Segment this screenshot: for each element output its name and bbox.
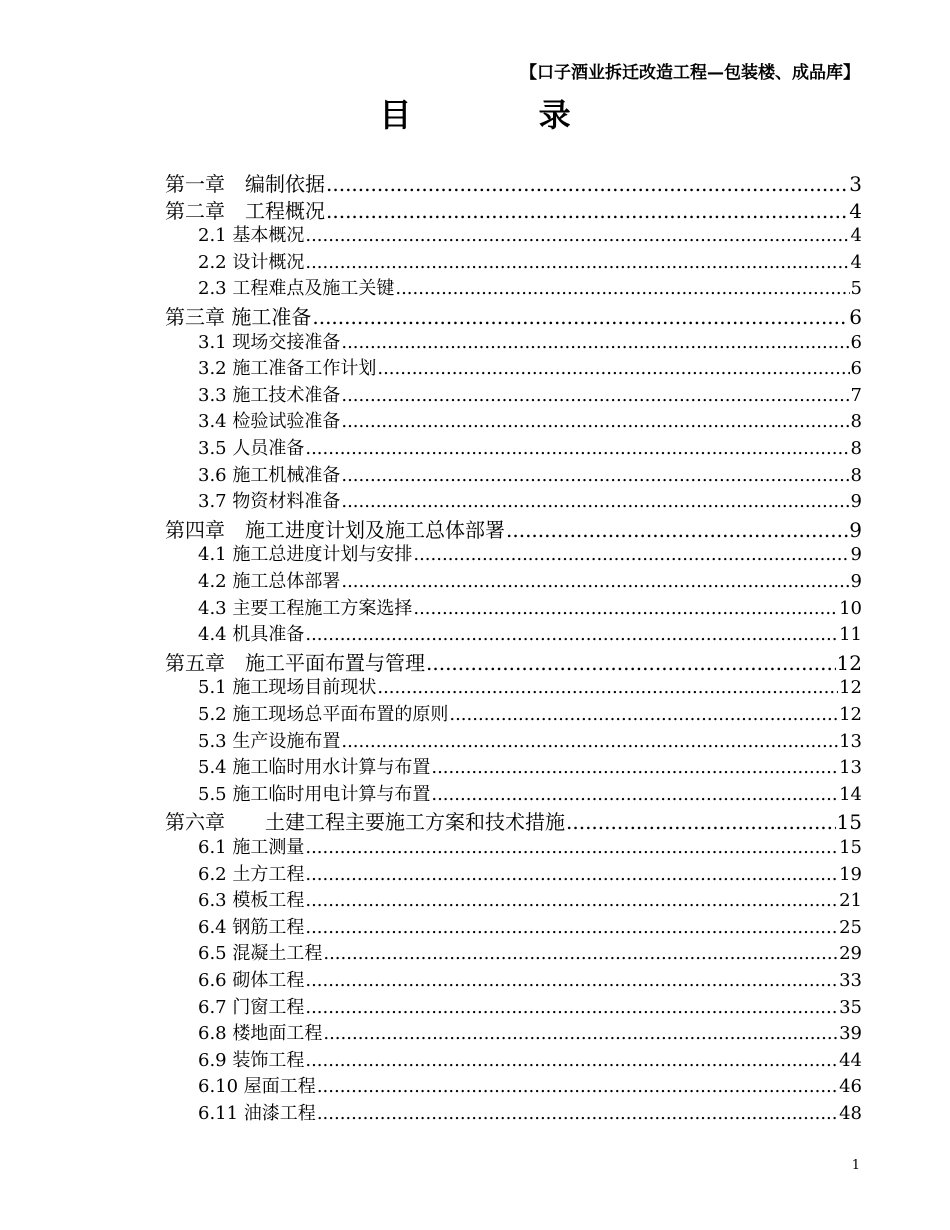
toc-section-entry[interactable] xyxy=(198,753,862,779)
toc-dot-leader xyxy=(305,837,838,858)
toc-entry-label: 3.2 施工准备工作计划 xyxy=(198,358,377,380)
toc-entry-label: 3.4 检验试验准备 xyxy=(198,411,341,433)
toc-entry-label: 5.4 施工临时用水计算与布置 xyxy=(198,757,431,779)
toc-entry-label: 5.1 施工现场目前现状 xyxy=(198,677,377,699)
toc-entry-label: 6.6 砌体工程 xyxy=(198,970,305,991)
toc-section-entry[interactable] xyxy=(198,727,862,753)
toc-entry-page: 11 xyxy=(839,624,862,646)
toc-dot-leader xyxy=(305,252,849,273)
toc-section-entry[interactable] xyxy=(198,354,862,380)
toc-entry-label: 第三章 施工准备 xyxy=(165,305,312,329)
toc-dot-leader xyxy=(413,544,849,565)
toc-section-entry[interactable] xyxy=(198,1072,862,1098)
toc-entry-page: 21 xyxy=(839,890,862,912)
toc-dot-leader xyxy=(449,704,838,725)
toc-section-entry[interactable] xyxy=(198,487,862,513)
toc-entry-label: 6.7 门窗工程 xyxy=(198,996,305,1018)
toc-section-entry[interactable] xyxy=(198,886,862,912)
toc-dot-leader xyxy=(341,491,849,512)
toc-entry-page: 5 xyxy=(850,278,862,300)
toc-dot-leader xyxy=(341,332,849,353)
toc-entry-page: 6 xyxy=(849,305,862,329)
toc-entry-page: 4 xyxy=(849,198,862,223)
toc-dot-leader xyxy=(323,1023,838,1044)
toc-dot-leader xyxy=(377,358,849,379)
toc-entry-page: 6 xyxy=(850,358,862,380)
toc-section-entry[interactable] xyxy=(198,221,862,247)
toc-section-entry[interactable] xyxy=(198,540,862,566)
toc-entry-page: 19 xyxy=(839,863,862,885)
toc-entry-label: 4.4 机具准备 xyxy=(198,624,305,646)
toc-dot-leader xyxy=(323,943,838,964)
toc-dot-leader xyxy=(305,917,838,938)
toc-entry-page: 39 xyxy=(839,1023,862,1045)
toc-section-entry[interactable] xyxy=(198,1099,862,1125)
toc-entry-page: 35 xyxy=(839,996,862,1018)
toc-section-entry[interactable] xyxy=(198,407,862,433)
toc-section-entry[interactable] xyxy=(198,833,862,859)
toc-entry-label: 6.5 混凝土工程 xyxy=(198,943,323,965)
toc-entry-page: 33 xyxy=(839,970,862,991)
toc-entry-page: 9 xyxy=(850,491,862,513)
toc-entry-page: 9 xyxy=(850,571,862,592)
toc-entry-label: 6.8 楼地面工程 xyxy=(198,1023,323,1045)
toc-entry-label: 5.2 施工现场总平面布置的原则 xyxy=(198,704,449,725)
toc-dot-leader xyxy=(305,997,838,1018)
toc-chapter-entry[interactable] xyxy=(165,195,862,224)
toc-entry-label: 6.10 屋面工程 xyxy=(198,1076,316,1098)
toc-dot-leader xyxy=(341,731,838,752)
toc-dot-leader xyxy=(305,225,849,246)
toc-section-entry[interactable] xyxy=(198,939,862,965)
toc-entry-page: 8 xyxy=(850,411,862,433)
toc-section-entry[interactable] xyxy=(198,700,862,726)
toc-dot-leader xyxy=(377,677,838,698)
toc-entry-label: 3.1 现场交接准备 xyxy=(198,331,341,353)
toc-entry-label: 2.1 基本概况 xyxy=(198,225,305,247)
toc-dot-leader xyxy=(395,278,849,299)
toc-entry-page: 3 xyxy=(849,172,862,196)
page-number: 1 xyxy=(851,1158,860,1173)
toc-entry-page: 48 xyxy=(839,1103,862,1124)
toc-entry-page: 44 xyxy=(839,1049,862,1071)
toc-chapter-entry[interactable] xyxy=(165,806,862,835)
toc-entry-label: 5.5 施工临时用电计算与布置 xyxy=(198,783,431,805)
toc-entry-page: 8 xyxy=(850,438,862,459)
toc-section-entry[interactable] xyxy=(198,594,862,620)
toc-entry-label: 6.3 模板工程 xyxy=(198,890,305,912)
toc-entry-label: 3.7 物资材料准备 xyxy=(198,491,341,513)
toc-section-entry[interactable] xyxy=(198,248,862,274)
toc-dot-leader xyxy=(326,172,848,196)
toc-dot-leader xyxy=(566,810,836,834)
toc-dot-leader xyxy=(426,651,836,675)
toc-entry-label: 3.5 人员准备 xyxy=(198,438,305,459)
toc-dot-leader xyxy=(431,784,838,805)
toc-dot-leader xyxy=(431,757,838,778)
toc-chapter-entry[interactable] xyxy=(165,168,862,197)
toc-section-entry[interactable] xyxy=(198,461,862,487)
toc-entry-page: 46 xyxy=(839,1076,862,1098)
toc-section-entry[interactable] xyxy=(198,620,862,646)
toc-entry-page: 13 xyxy=(839,730,862,752)
toc-dot-leader xyxy=(305,970,838,991)
toc-section-entry[interactable] xyxy=(198,780,862,806)
document-header: 【口子酒业拆迁改造工程—包装楼、成品库】 xyxy=(520,63,860,83)
toc-entry-label: 4.1 施工总进度计划与安排 xyxy=(198,544,413,566)
toc-entry-label: 3.6 施工机械准备 xyxy=(198,464,341,486)
toc-entry-page: 14 xyxy=(839,783,862,805)
toc-entry-page: 15 xyxy=(839,837,862,858)
toc-dot-leader xyxy=(317,1076,838,1097)
toc-dot-leader xyxy=(312,305,848,329)
toc-section-entry[interactable] xyxy=(198,1019,862,1045)
toc-entry-label: 6.4 钢筋工程 xyxy=(198,916,305,938)
toc-entry-label: 3.3 施工技术准备 xyxy=(198,384,341,406)
toc-entry-page: 4 xyxy=(850,225,862,247)
toc-entry-label: 第二章 工程概况 xyxy=(165,198,325,223)
toc-entry-label: 第五章 施工平面布置与管理 xyxy=(165,650,425,675)
toc-section-entry[interactable] xyxy=(198,913,862,939)
toc-section-entry[interactable] xyxy=(198,381,862,407)
toc-section-entry[interactable] xyxy=(198,993,862,1019)
toc-entry-page: 12 xyxy=(836,650,862,675)
toc-entry-label: 第一章 编制依据 xyxy=(165,172,325,196)
toc-entry-page: 7 xyxy=(850,384,862,406)
toc-entry-label: 第四章 施工进度计划及施工总体部署 xyxy=(165,517,505,542)
toc-entry-label: 6.11 油漆工程 xyxy=(198,1103,316,1124)
toc-dot-leader xyxy=(506,518,848,542)
toc-entry-label: 2.3 工程难点及施工关键 xyxy=(198,278,395,300)
toc-entry-label: 4.2 施工总体部署 xyxy=(198,571,341,592)
toc-entry-page: 4 xyxy=(850,251,862,273)
toc-dot-leader xyxy=(305,864,838,885)
toc-entry-label: 4.3 主要工程施工方案选择 xyxy=(198,597,413,619)
toc-entry-label: 6.1 施工测量 xyxy=(198,837,305,858)
toc-entry-page: 12 xyxy=(839,677,862,699)
toc-entry-page: 25 xyxy=(839,916,862,938)
toc-dot-leader xyxy=(341,411,849,432)
toc-chapter-entry[interactable] xyxy=(165,647,862,676)
toc-entry-page: 9 xyxy=(849,517,862,542)
toc-dot-leader xyxy=(305,890,838,911)
toc-dot-leader xyxy=(341,385,849,406)
toc-entry-page: 29 xyxy=(839,943,862,965)
toc-section-entry[interactable] xyxy=(198,567,862,593)
page-title: 目 录 xyxy=(379,96,629,134)
toc-dot-leader xyxy=(413,598,838,619)
toc-chapter-entry[interactable] xyxy=(165,514,862,543)
toc-section-entry[interactable] xyxy=(198,860,862,886)
toc-entry-label: 6.9 装饰工程 xyxy=(198,1049,305,1071)
toc-entry-label: 第六章 土建工程主要施工方案和技术措施 xyxy=(165,810,565,835)
toc-entry-page: 10 xyxy=(839,597,862,619)
toc-entry-label: 5.3 生产设施布置 xyxy=(198,730,341,752)
toc-entry-label: 6.2 土方工程 xyxy=(198,863,305,885)
toc-dot-leader xyxy=(341,465,849,486)
toc-dot-leader xyxy=(305,438,849,459)
toc-section-entry[interactable] xyxy=(198,274,862,300)
toc-entry-page: 12 xyxy=(839,704,862,725)
toc-section-entry[interactable] xyxy=(198,328,862,354)
toc-section-entry[interactable] xyxy=(198,673,862,699)
toc-dot-leader xyxy=(305,624,838,645)
toc-dot-leader xyxy=(326,199,848,223)
toc-dot-leader xyxy=(317,1103,838,1124)
toc-entry-page: 13 xyxy=(839,757,862,779)
toc-section-entry[interactable] xyxy=(198,966,862,992)
toc-dot-leader xyxy=(341,571,849,592)
toc-entry-page: 9 xyxy=(850,544,862,566)
toc-section-entry[interactable] xyxy=(198,1046,862,1072)
toc-dot-leader xyxy=(305,1050,838,1071)
toc-entry-label: 2.2 设计概况 xyxy=(198,251,305,273)
toc-entry-page: 8 xyxy=(850,464,862,486)
toc-entry-page: 6 xyxy=(850,331,862,353)
toc-chapter-entry[interactable] xyxy=(165,301,862,330)
toc-section-entry[interactable] xyxy=(198,434,862,460)
toc-entry-page: 15 xyxy=(836,810,862,835)
